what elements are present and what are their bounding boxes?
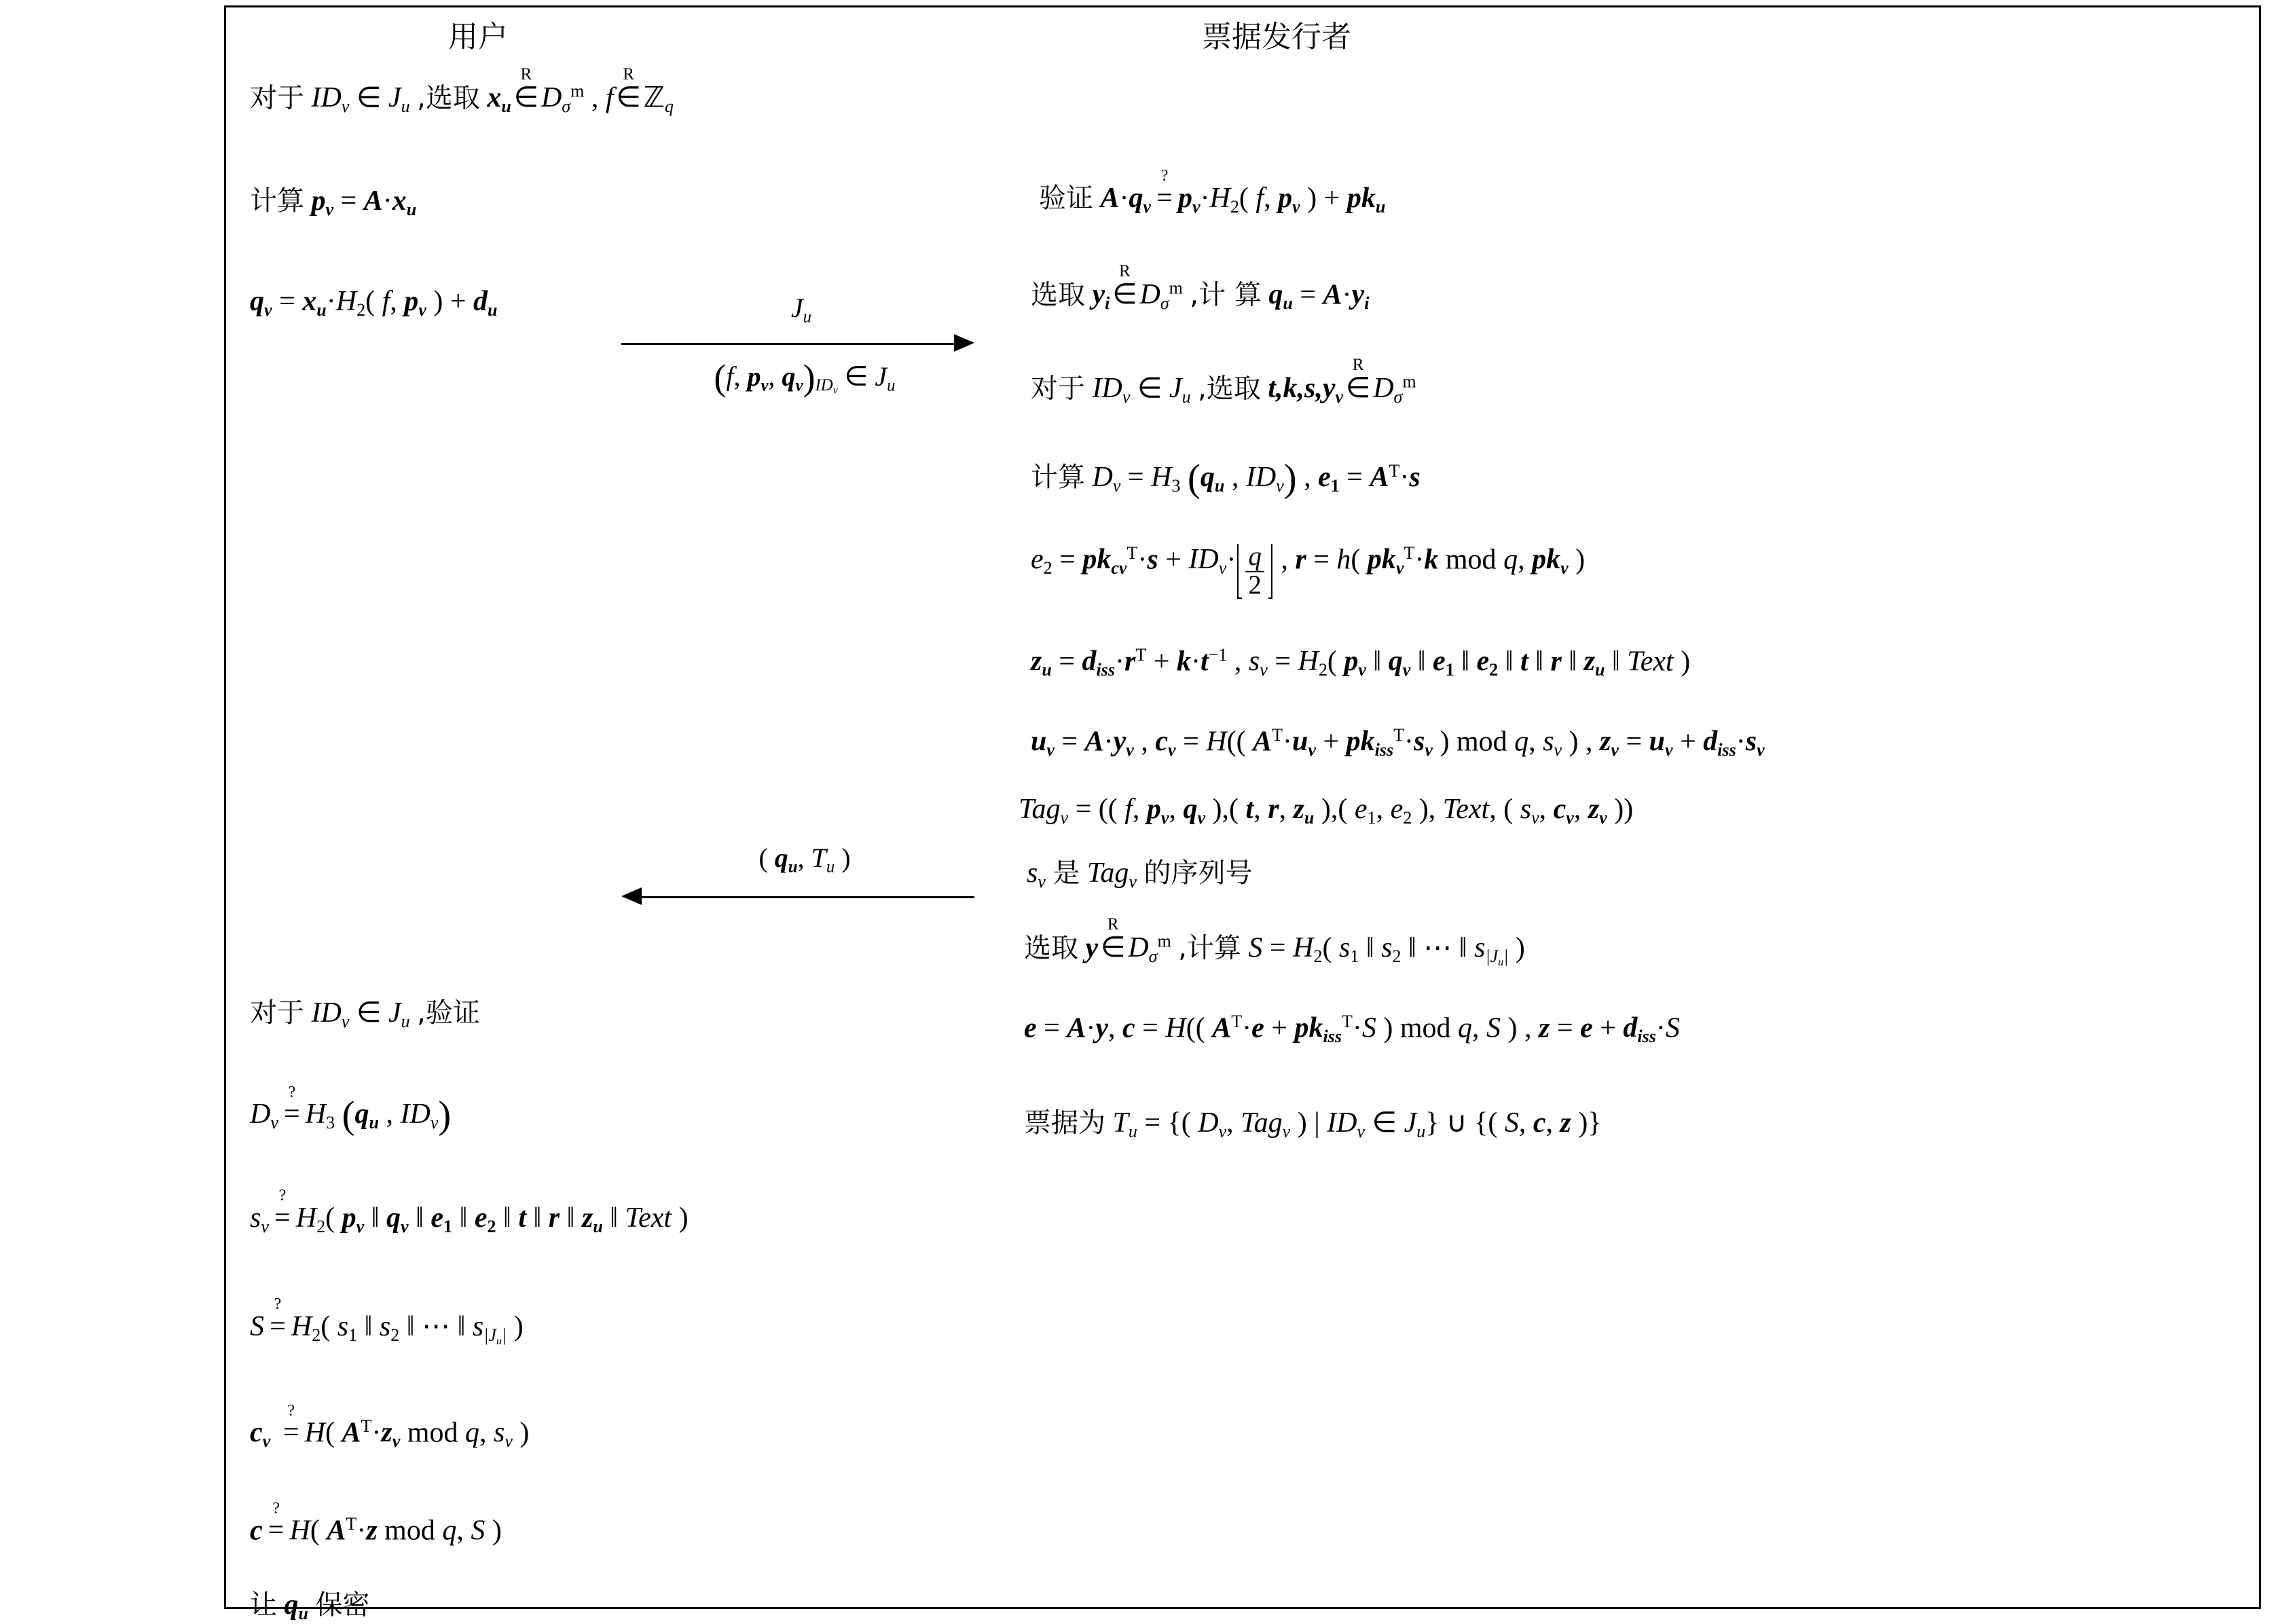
right-step-10: 选取 y R $\in D_\sigma^m$ ,计算 $S = H_2$( $s_1$ ‖ $s_2$ ‖ ⋯ ‖ $s_{|J_u|}$ ) bbox=[1024, 915, 1525, 968]
right-step-11: e = A·y, c = H(( $A^T\cdot e + pk_{iss}^T\cdot S$ ) mod q, S ) , $z = e + d_{iss}\cdot S$ bbox=[1024, 1012, 1680, 1047]
right-step-7: $u_v = A\cdot y_v$ , $c_v = H$(( $A^T\cdot u_v + pk_{iss}^T\cdot s_v$ ) mod q, $s_v$ ) , $z_v = u_v + d_{iss}\cdot s_v$ bbox=[1031, 725, 1765, 760]
arrow-down-label-top: $J_u$ bbox=[790, 293, 812, 327]
left-step-9: c ? = H( $A^T\cdot z$ mod q, S ) bbox=[250, 1498, 502, 1547]
left-step-5: $D_v$ ? = $H_3$ ($q_u$ , $ID_v$) bbox=[250, 1082, 452, 1137]
column-heading-issuer: 票据发行者 bbox=[1202, 20, 1351, 54]
right-step-1: 验证 $A\cdot q_v$ ? = $p_v\cdot H_2$( f, $p_v$ ) + $pk_u$ bbox=[1039, 166, 1386, 217]
right-step-6: $z_u = d_{iss}\cdot r^T + k\cdot t^{-1}$ , $s_v = H_2$( $p_v$ ‖ $q_v$ ‖ $e_1$ ‖ $e_2$ ‖ t ‖ r ‖ $z_u$ ‖ Text ) bbox=[1031, 645, 1691, 680]
left-step-4: 对于 $ID_v$ ∈ $J_u$ ,验证 bbox=[250, 997, 480, 1031]
right-step-2: 选取 $y_i$ R $\in D_\sigma^m$ ,计 算 $q_u = A\cdot y_i$ bbox=[1031, 262, 1370, 314]
arrow-down-label-bottom: (f, $p_v$, $q_v)_{ID_v}$ ∈ $J_u$ bbox=[714, 357, 896, 398]
right-step-9: $s_v$ 是 Tag$_v$ 的序列号 bbox=[1027, 857, 1253, 891]
left-step-2: 计算 $p_v = A\cdot x_u$ bbox=[250, 185, 417, 219]
right-step-3: 对于 $ID_v$ ∈ $J_u$ ,选取 $t,k,s,y_v$ R $\in D_\sigma^m$ bbox=[1031, 356, 1416, 407]
left-step-7: S ? = $H_2$( $s_1$ ‖ $s_2$ ‖ ⋯ ‖ $s_{|J_u|}$ ) bbox=[250, 1295, 524, 1347]
right-step-4: 计算 $D_v = H_3$ ($q_u$ , $ID_v$) , $e_1 = A^T\cdot s$ bbox=[1031, 457, 1421, 500]
left-step-10: 让 $q_u$ 保密 bbox=[250, 1589, 370, 1623]
column-heading-user: 用户 bbox=[448, 20, 508, 54]
arrow-up-label: ( $q_u$, $T_u$ ) bbox=[758, 843, 851, 876]
left-step-8: $c_v$ ? = H( $A^T\cdot z_v$ mod q, $s_v$ ) bbox=[250, 1401, 530, 1452]
right-step-5: $e_2 = pk_{cv}^T\cdot s + ID_v\cdot$ $\frac{q}{2}$ , r = h( $pk_v^T\cdot k$ mod q, $pk_v$ ) bbox=[1031, 542, 1586, 599]
left-step-1: 对于 $ID_v$ ∈ $J_u$ ,选取 $x_u$ R $\in D_\sigma^m$ , f R ∈ℤ$_q$ bbox=[250, 65, 674, 117]
left-step-6: $s_v$ ? = $H_2$( $p_v$ ‖ $q_v$ ‖ $e_1$ ‖ $e_2$ ‖ t ‖ r ‖ $z_u$ ‖ Text ) bbox=[250, 1186, 689, 1236]
right-step-8: Tag$_v$ = (( f, $p_v$, $q_v$ ),( t, r, $z_u$ ),( $e_1$, $e_2$ ), Text, ( $s_v$, $c_v$, $z_v$ )) bbox=[1019, 794, 1634, 828]
left-step-3: $q_v = x_u\cdot H_2$( f, $p_v$ ) + $d_u$ bbox=[250, 286, 498, 320]
right-step-12: 票据为 $T_u$ = {( $D_v$, Tag$_v$ ) | $ID_v$ ∈ $J_u$} ∪ {( S, c, z )} bbox=[1024, 1107, 1602, 1141]
